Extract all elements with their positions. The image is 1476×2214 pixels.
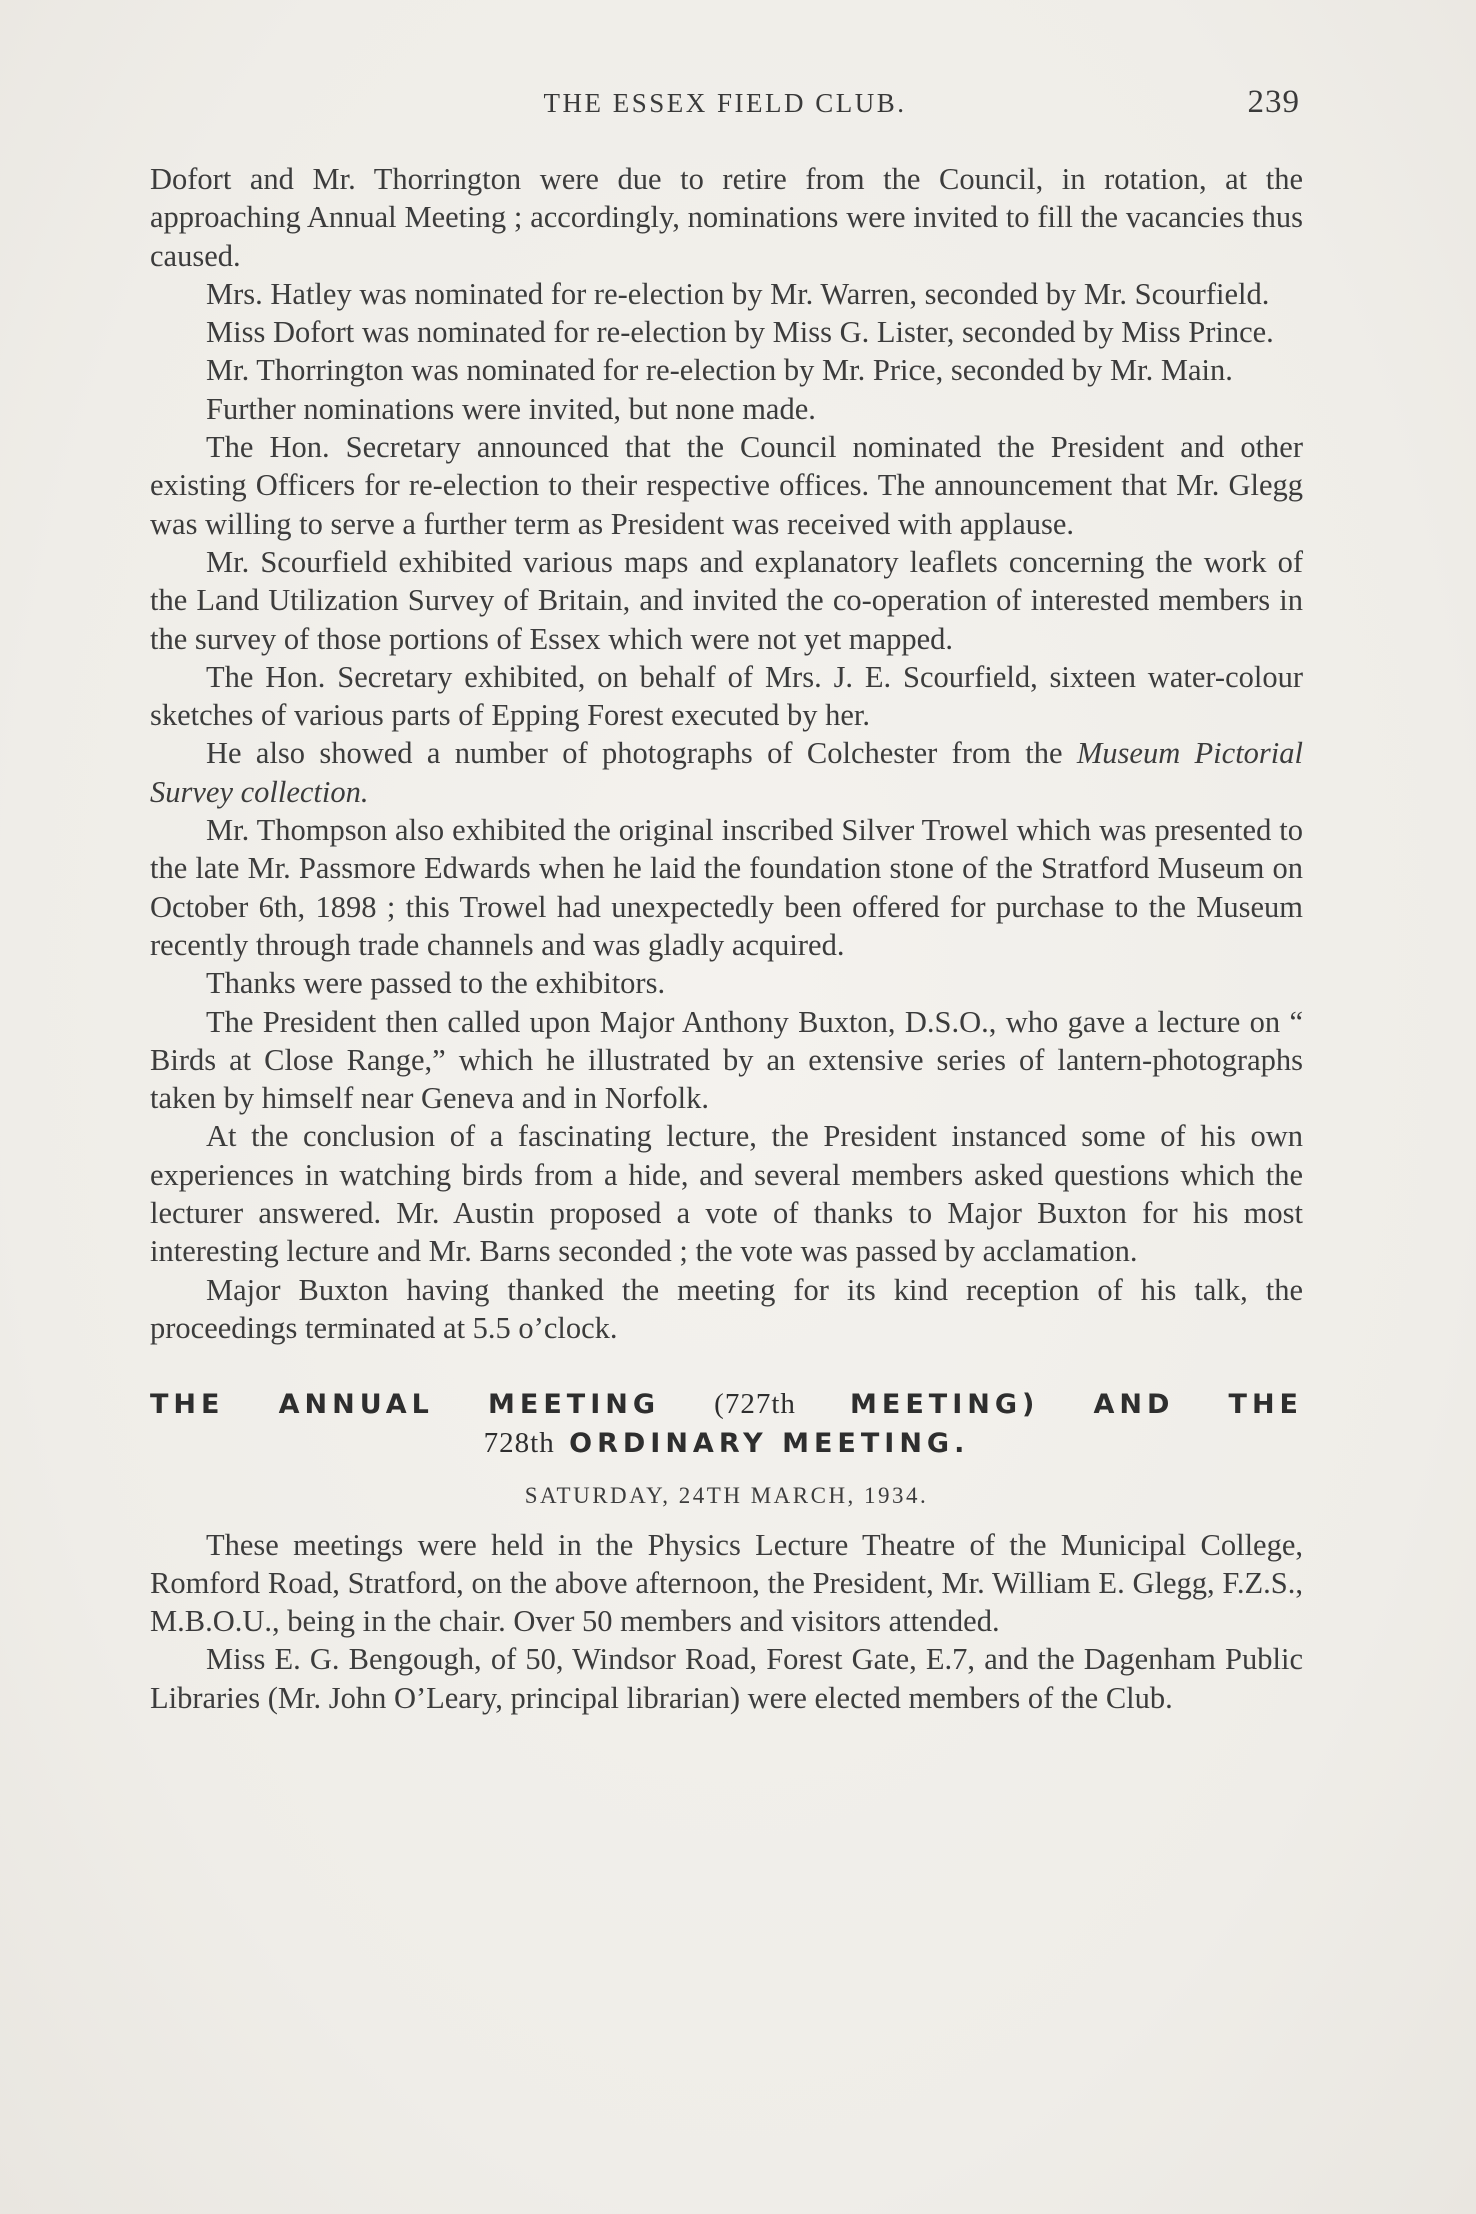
- paragraph-conclusion: At the conclusion of a fascinating lecture, the President instanced some of his own experiences in watching birds from a hide, and several members asked questions which the lecturer answered. Mr. Austin proposed a vote of thanks to Major Buxton for his most interesting lecture and Mr. Barns seconded ; the vote was passed by acclamation.: [150, 1119, 1303, 1269]
- nomination-hatley: Mrs. Hatley was nominated for re-election by Mr. Warren, seconded by Mr. Scourfield.: [206, 276, 1270, 311]
- page-number: 239: [1247, 84, 1300, 120]
- nomination-thorrington: Mr. Thorrington was nominated for re-election by Mr. Price, seconded by Mr. Main.: [206, 353, 1233, 388]
- section-heading-line-1: [150, 1385, 1303, 1424]
- paragraph-further-nominations: Further nominations were invited, but none made.: [206, 391, 816, 426]
- paragraph-termination: Major Buxton having thanked the meeting for its kind reception of his talk, the proceedings terminated at 5.5 o’clock.: [150, 1272, 1303, 1345]
- paragraph-thanks: Thanks were passed to the exhibitors.: [206, 966, 666, 1001]
- heading-text-a: THE ANNUAL MEETING: [150, 1389, 715, 1421]
- paragraph-continuation: Dofort and Mr. Thorrington were due to retire from the Council, in rotation, at the approaching Annual Meeting ; accordingly, nominations were invited to fill the vacancies thus caused.: [150, 162, 1303, 273]
- paragraph-silver-trowel: Mr. Thompson also exhibited the original inscribed Silver Trowel which was presented to the late Mr. Passmore Edwards when he laid the foundation stone of the Stratford Museum on October 6th, 1898 ; this Trowel had unexpectedly been offered for purchase to the Museum recently through trade channels and was gladly acquired.: [150, 813, 1303, 962]
- meeting-date: SATURDAY, 24TH MARCH, 1934.: [524, 1483, 929, 1509]
- section-heading-line-2: [150, 1424, 1303, 1463]
- heading-ordinary-number: 728th: [483, 1427, 555, 1460]
- body-text: [150, 160, 1303, 1717]
- photographs-text: He also showed a number of photographs of Colchester from the: [206, 736, 1077, 771]
- heading-text-b: MEETING) AND THE: [795, 1389, 1303, 1421]
- heading-text-c: ORDINARY MEETING.: [554, 1428, 970, 1460]
- photographs-collection-italic: Museum Pictorial Survey collection.: [150, 736, 1303, 809]
- paragraph-watercolours: The Hon. Secretary exhibited, on behalf of Mrs. J. E. Scourfield, sixteen water-colour sketches of various parts of Epping Forest executed by her.: [150, 659, 1303, 733]
- paragraph-meeting-venue: These meetings were held in the Physics Lecture Theatre of the Municipal College, Romford Road, Stratford, on the above afternoon, the President, Mr. William E. Glegg, F.Z.S., M.B.O.U., being in the chair. Over 50 members and visitors attended.: [150, 1527, 1303, 1639]
- paragraph-officers: The Hon. Secretary announced that the Council nominated the President and other existing Officers for re-election to their respective offices. The announcement that Mr. Glegg was willing to serve a further term as President was received with applause.: [150, 430, 1303, 541]
- heading-meeting-number: (727th: [714, 1388, 796, 1421]
- paragraph-new-members: Miss E. G. Bengough, of 50, Windsor Road, Forest Gate, E.7, and the Dagenham Public Libraries (Mr. John O’Leary, principal librarian) were elected members of the Club.: [150, 1642, 1303, 1715]
- running-title: THE ESSEX FIELD CLUB.: [543, 88, 907, 118]
- nomination-dofort: Miss Dofort was nominated for re-election by Miss G. Lister, seconded by Miss Prince.: [206, 315, 1274, 350]
- paragraph-photographs: [150, 734, 1303, 811]
- paragraph-lecture: The President then called upon Major Anthony Buxton, D.S.O., who gave a lecture on “ Birds at Close Range,” which he illustrated by an extensive series of lantern-photographs taken by himself near Geneva and in Norfolk.: [150, 1004, 1303, 1116]
- paragraph-scourfield-maps: Mr. Scourfield exhibited various maps and explanatory leaflets concerning the work of the Land Utilization Survey of Britain, and invited the co-operation of interested members in the survey of those portions of Essex which were not yet mapped.: [150, 544, 1303, 656]
- section-heading: [150, 1385, 1303, 1463]
- running-head: [150, 84, 1300, 134]
